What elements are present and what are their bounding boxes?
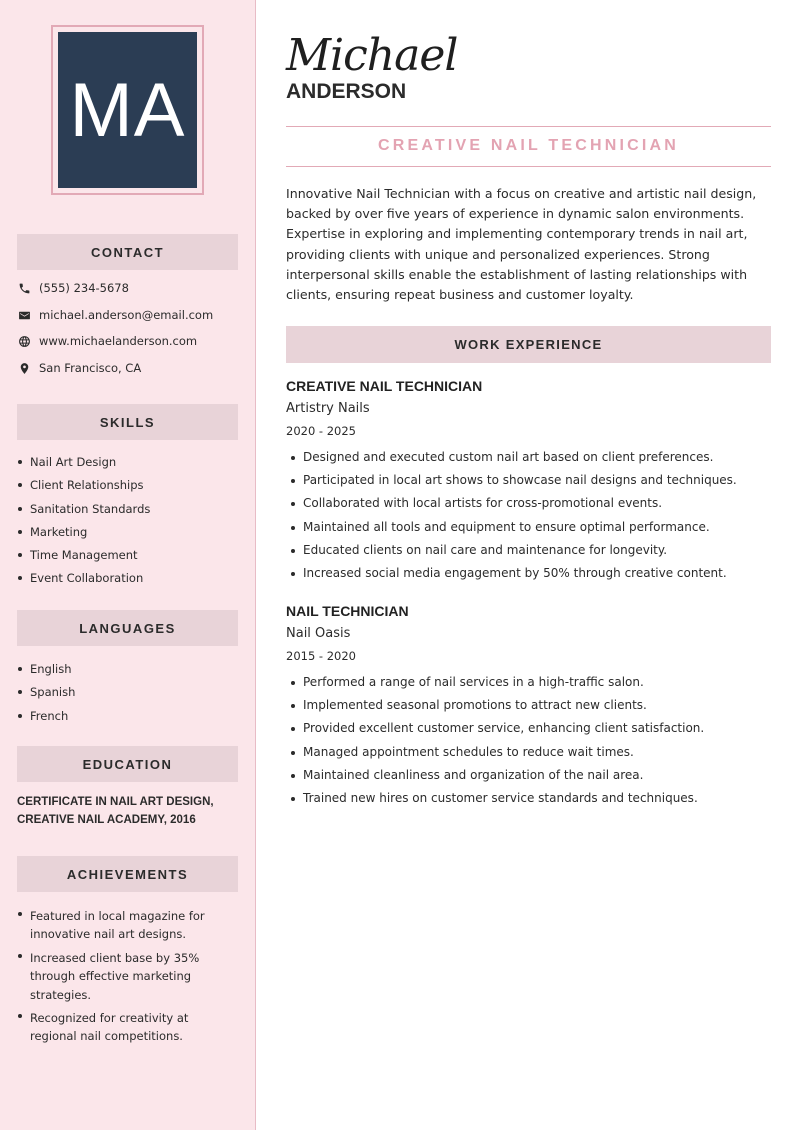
globe-icon: [17, 334, 31, 348]
list-item: Collaborated with local artists for cross-promotional events.: [303, 492, 773, 515]
list-item: Educated clients on nail care and maintenance for longevity.: [303, 539, 773, 562]
skills-heading: SKILLS: [17, 404, 238, 440]
phone-icon: [17, 281, 31, 295]
list-item: Spanish: [17, 685, 242, 699]
list-item: Participated in local art shows to showcase nail designs and techniques.: [303, 469, 773, 492]
work-experience-heading: WORK EXPERIENCE: [286, 326, 771, 363]
list-item: Event Collaboration: [17, 571, 242, 585]
monogram: MA: [58, 32, 197, 188]
job-company: Artistry Nails: [286, 401, 370, 416]
list-item: Maintained all tools and equipment to ensure optimal performance.: [303, 516, 773, 539]
education-heading: EDUCATION: [17, 746, 238, 782]
list-item: Increased client base by 35% through effective marketing strategies.: [17, 949, 232, 1004]
job-duties: [303, 671, 773, 810]
title-divider-top: [286, 126, 771, 127]
list-item: Nail Art Design: [17, 455, 242, 469]
list-item: Managed appointment schedules to reduce wait times.: [303, 741, 773, 764]
list-item: English: [17, 662, 242, 676]
job-title: CREATIVE NAIL TECHNICIAN: [377, 137, 680, 154]
list-item: Client Relationships: [17, 478, 242, 492]
job-role: CREATIVE NAIL TECHNICIAN: [286, 378, 483, 394]
contact-phone: [17, 279, 129, 297]
contact-website[interactable]: [17, 332, 197, 350]
list-item: French: [17, 709, 242, 723]
list-item: Trained new hires on customer service standards and techniques.: [303, 787, 773, 810]
job-dates: 2020 - 2025: [286, 424, 356, 438]
education-line-2: CREATIVE NAIL ACADEMY, 2016: [17, 814, 196, 826]
phone-text: (555) 234-5678: [39, 281, 129, 295]
achievements-heading: ACHIEVEMENTS: [17, 856, 238, 892]
job-company: Nail Oasis: [286, 626, 351, 641]
contact-email[interactable]: [17, 306, 213, 324]
summary: Innovative Nail Technician with a focus on creative and artistic nail design, backed by over five years of experience in dynamic salon environments. Expertise in exploring and implementing contemporary trends in nail art, providing clients with unique and personalized experiences. Strong interpersonal skills enable the establishment of lasting relationships with clients, ensuring repeat business and customer loyalty.: [286, 186, 757, 303]
location-pin-icon: [17, 361, 31, 375]
website-text[interactable]: www.michaelanderson.com: [39, 334, 198, 348]
contact-location: [17, 359, 141, 377]
list-item: Recognized for creativity at regional nail competitions.: [17, 1009, 232, 1046]
list-item: Designed and executed custom nail art based on client preferences.: [303, 446, 773, 469]
list-item: Featured in local magazine for innovative nail art designs.: [17, 907, 232, 944]
title-divider-bottom: [286, 166, 771, 167]
languages-heading: LANGUAGES: [17, 610, 238, 646]
job-duties: [303, 446, 773, 585]
languages-list: [17, 662, 242, 723]
education-entry: [17, 793, 242, 829]
list-item: Sanitation Standards: [17, 502, 242, 516]
list-item: Marketing: [17, 525, 242, 539]
list-item: Performed a range of nail services in a high-traffic salon.: [303, 671, 773, 694]
list-item: Increased social media engagement by 50% through creative content.: [303, 562, 773, 585]
list-item: Maintained cleanliness and organization of the nail area.: [303, 764, 773, 787]
education-line-1: CERTIFICATE IN NAIL ART DESIGN,: [17, 796, 214, 808]
list-item: Time Management: [17, 548, 242, 562]
list-item: Provided excellent customer service, enhancing client satisfaction.: [303, 717, 773, 740]
first-name: Michael: [286, 30, 458, 81]
job-dates: 2015 - 2020: [286, 649, 356, 663]
location-text: San Francisco, CA: [39, 361, 142, 375]
monogram-frame: [51, 25, 204, 195]
email-text[interactable]: michael.anderson@email.com: [39, 308, 214, 322]
skills-list: [17, 455, 242, 585]
email-icon: [17, 308, 31, 322]
sidebar: [0, 0, 256, 1130]
list-item: Implemented seasonal promotions to attract new clients.: [303, 694, 773, 717]
achievements-list: [17, 907, 232, 1046]
job-role: NAIL TECHNICIAN: [286, 603, 409, 619]
last-name: ANDERSON: [286, 80, 407, 103]
contact-heading: CONTACT: [17, 234, 238, 270]
